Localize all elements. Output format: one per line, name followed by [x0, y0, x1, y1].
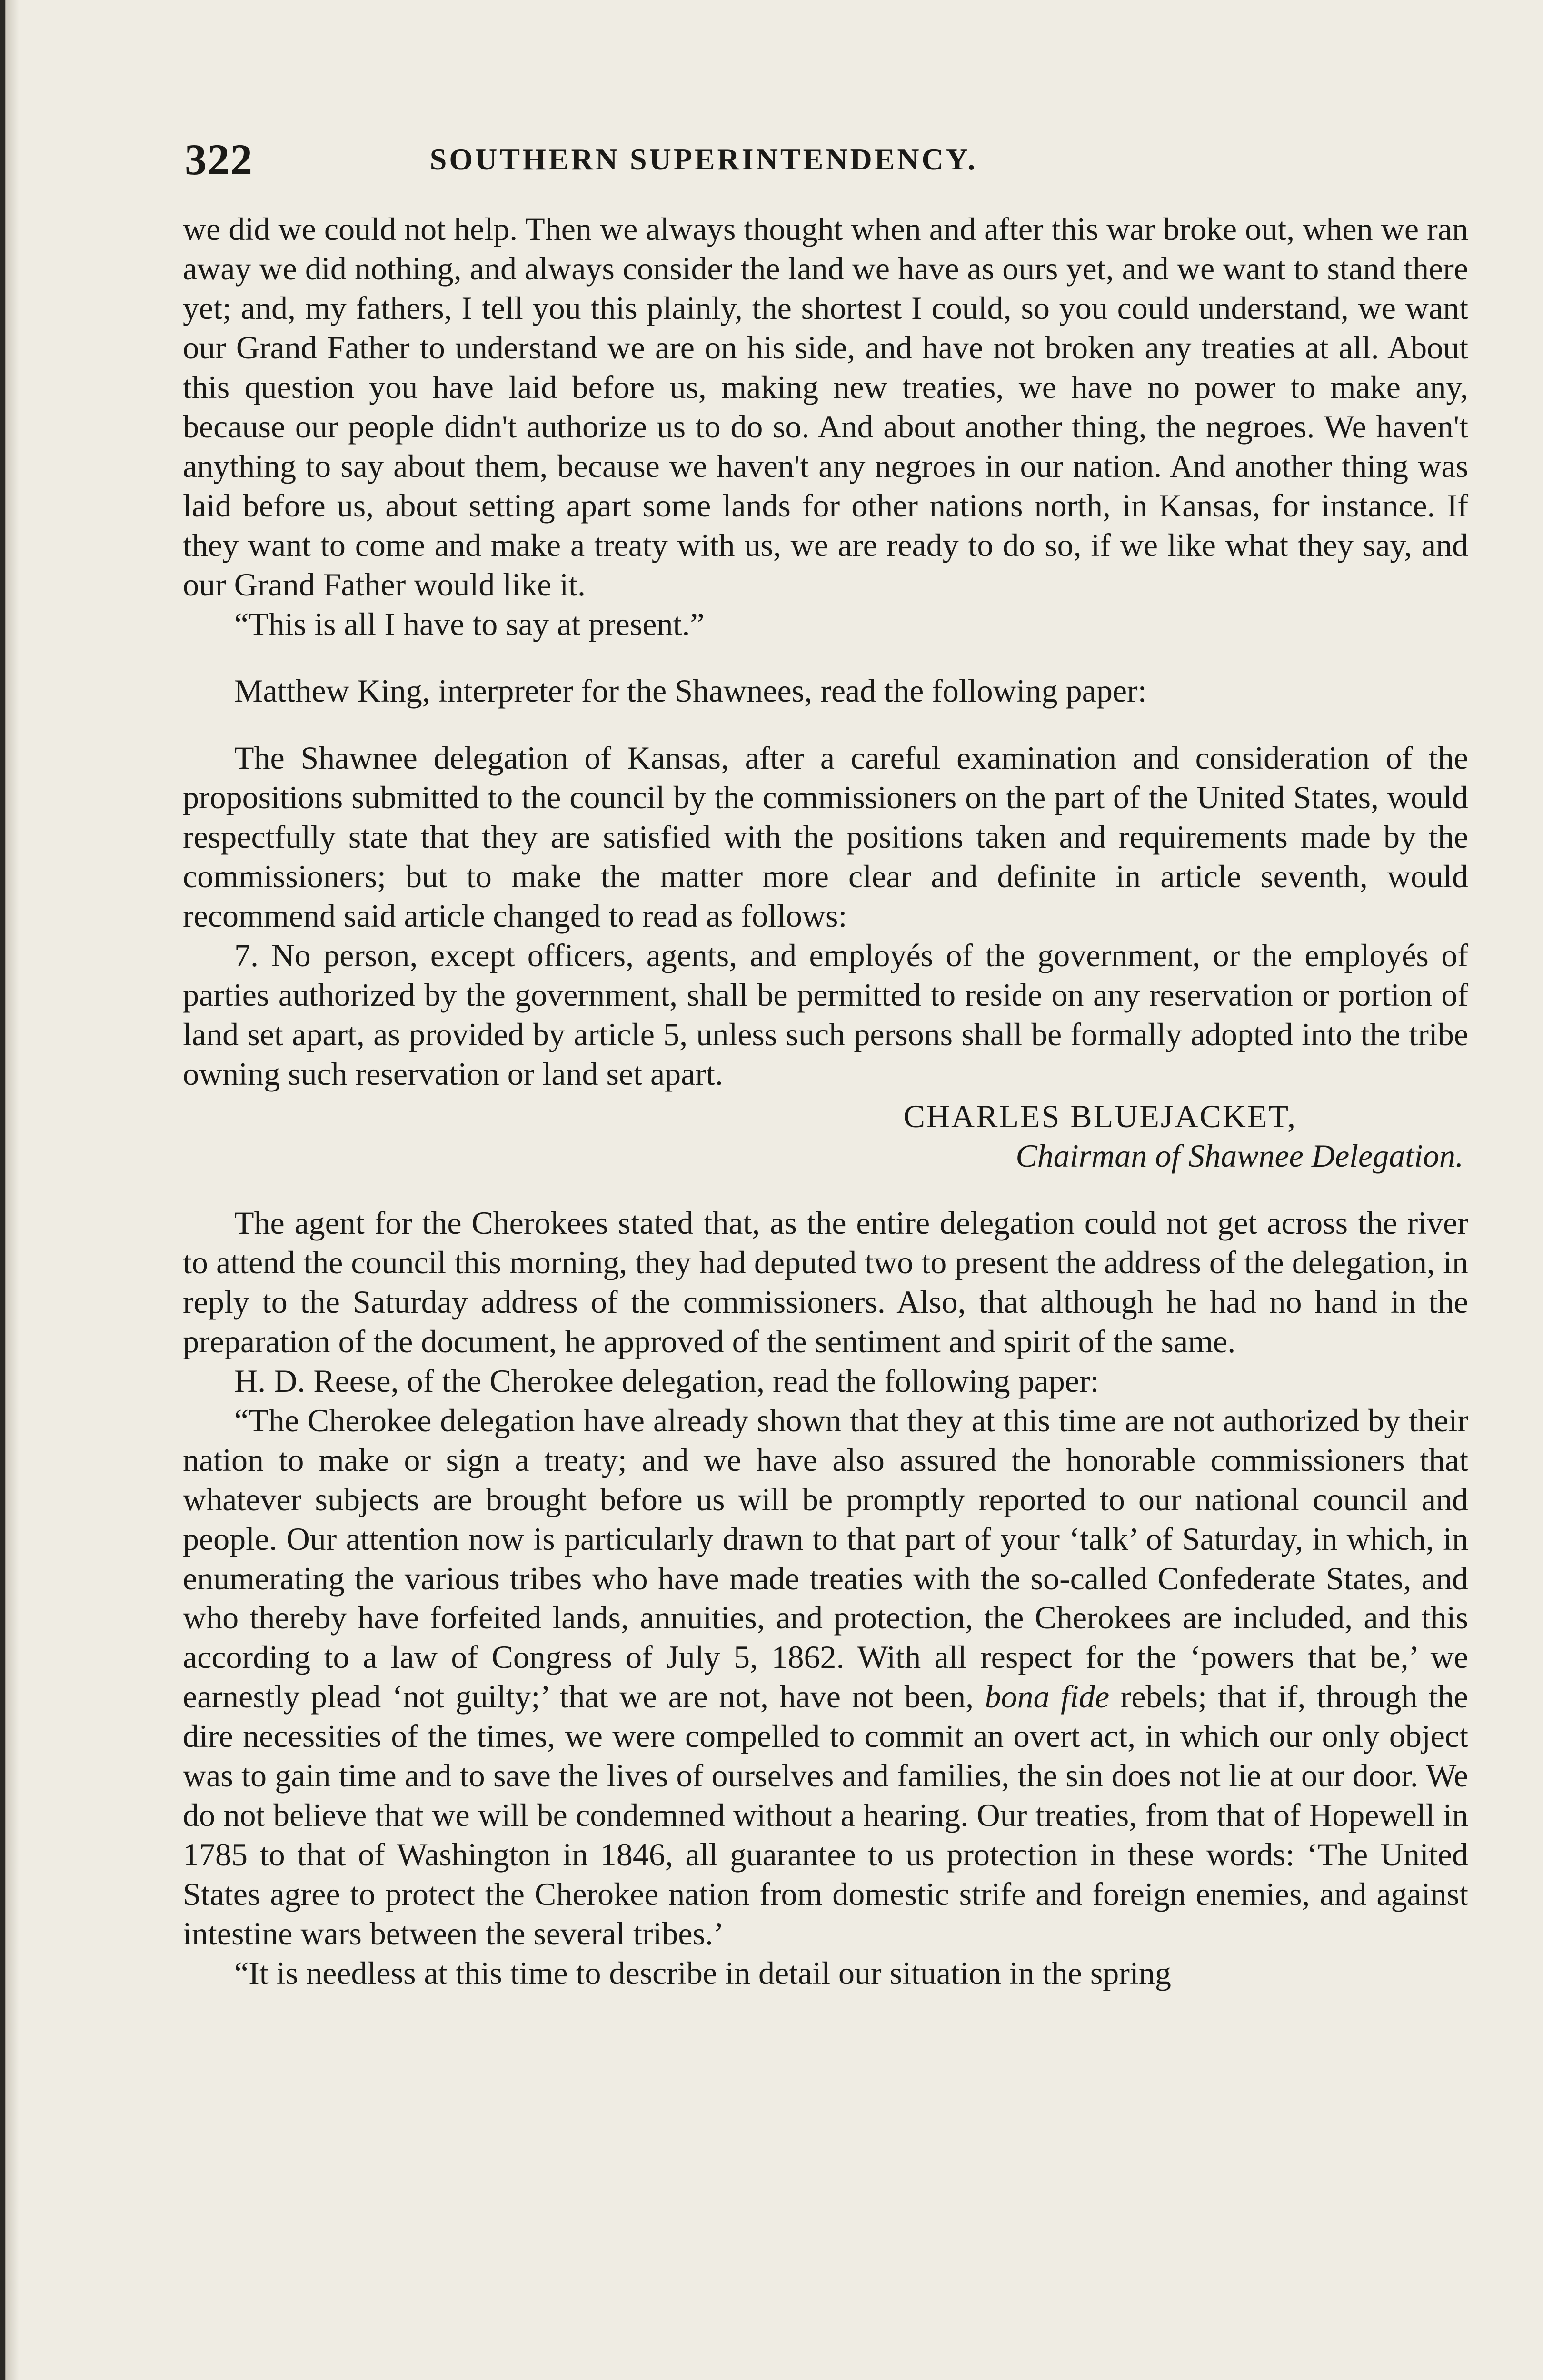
cherokee-address-part-1: “The Cherokee delegation have already shown that they at this time are not authorized by their nation to make or sign a treaty; and we have also assured the honorable commissioners that whatever subjects are brought before us will be promptly reported to our national council and people. Our attention now is particularly drawn to that part of your ‘talk’ of Saturday, in which, in enumerating the various tribes who have made treaties with the so-called Confederate States, and who thereby have forfeited lands, annuities, and protection, the Cherokees are included, and this according to a law of Congress of July 5, 1862. With all respect for the ‘powers that be,’ we earnestly plead ‘not guilty;’ that we are not, have not been, — [183, 1402, 1468, 1715]
body-text — [183, 209, 1468, 1993]
page-header — [185, 134, 1470, 187]
paragraph-interpreter: Matthew King, interpreter for the Shawnees, read the following paper: — [234, 673, 1147, 709]
paragraph-shawnee-statement: The Shawnee delegation of Kansas, after a careful examination and consideration of the propositions submitted to the council by the commissioners on the part of the United States, would respectfully state that they are satisfied with the positions taken and requirements made by the commissioners; but to make the matter more clear and definite in article seventh, would recommend said article changed to read as follows: — [183, 740, 1468, 934]
signature-title: Chairman of Shawnee Delegation. — [1015, 1137, 1463, 1174]
paragraph-needless: “It is needless at this time to describe in detail our situation in the spring — [234, 1955, 1171, 1992]
bona-fide-italic: bona fide — [985, 1678, 1110, 1715]
cherokee-address-part-2: rebels; that if, through the dire necessities of the times, we were compelled to commit an overt act, in which our only object was to gain time and to save the lives of ourselves and families, the sin does not lie at our door. We do not believe that we will be condemned without a hearing. Our treaties, from that of Hopewell in 1785 to that of Washington in 1846, all guarantee to us protection in these words: ‘The United States agree to protect the Cherokee nation from domestic strife and foreign enemies, and against intestine wars between the several tribes.’ — [183, 1678, 1468, 1952]
paragraph-reese: H. D. Reese, of the Cherokee delegation, read the following paper: — [234, 1362, 1099, 1399]
paragraph-closing-quote: “This is all I have to say at present.” — [234, 605, 705, 642]
page-number: 322 — [185, 135, 253, 184]
paragraph-continuation: we did we could not help. Then we always thought when and after this war broke out, when we ran away we did nothing, and always consider the land we have as ours yet, and we want to stand there yet; and, my fathers, I tell you this plainly, the shortest I could, so you could understand, we want our Grand Father to understand we are on his side, and have not broken any treaties at all. About this question you have laid before us, making new treaties, we have no power to make any, because our people didn't authorize us to do so. And about another thing, the negroes. We haven't anything to say about them, because we haven't any negroes in our nation. And another thing was laid before us, about setting apart some lands for other nations north, in Kansas, for instance. If they want to come and make a treaty with us, we are ready to do so, if we like what they say, and our Grand Father would like it. — [183, 211, 1468, 603]
paragraph-article-seven: 7. No person, except officers, agents, and employés of the government, or the employés of parties authorized by the government, shall be permitted to reside on any reservation or portion of land set apart, as provided by article 5, unless such persons shall be formally adopted into the tribe owning such reservation or land set apart. — [183, 937, 1468, 1092]
scan-left-edge — [0, 0, 19, 2380]
paragraph-cherokee-address — [183, 1401, 1468, 1954]
paragraph-cherokee-agent: The agent for the Cherokees stated that, as the entire delegation could not get across the river to attend the council this morning, they had deputed two to present the address of the delegation, in reply to the Saturday address of the commissioners. Also, that although he had no hand in the preparation of the document, he approved of the sentiment and spirit of the same. — [183, 1204, 1468, 1359]
running-title: SOUTHERN SUPERINTENDENCY. — [429, 142, 978, 176]
signature-name: CHARLES BLUEJACKET, — [903, 1098, 1297, 1135]
